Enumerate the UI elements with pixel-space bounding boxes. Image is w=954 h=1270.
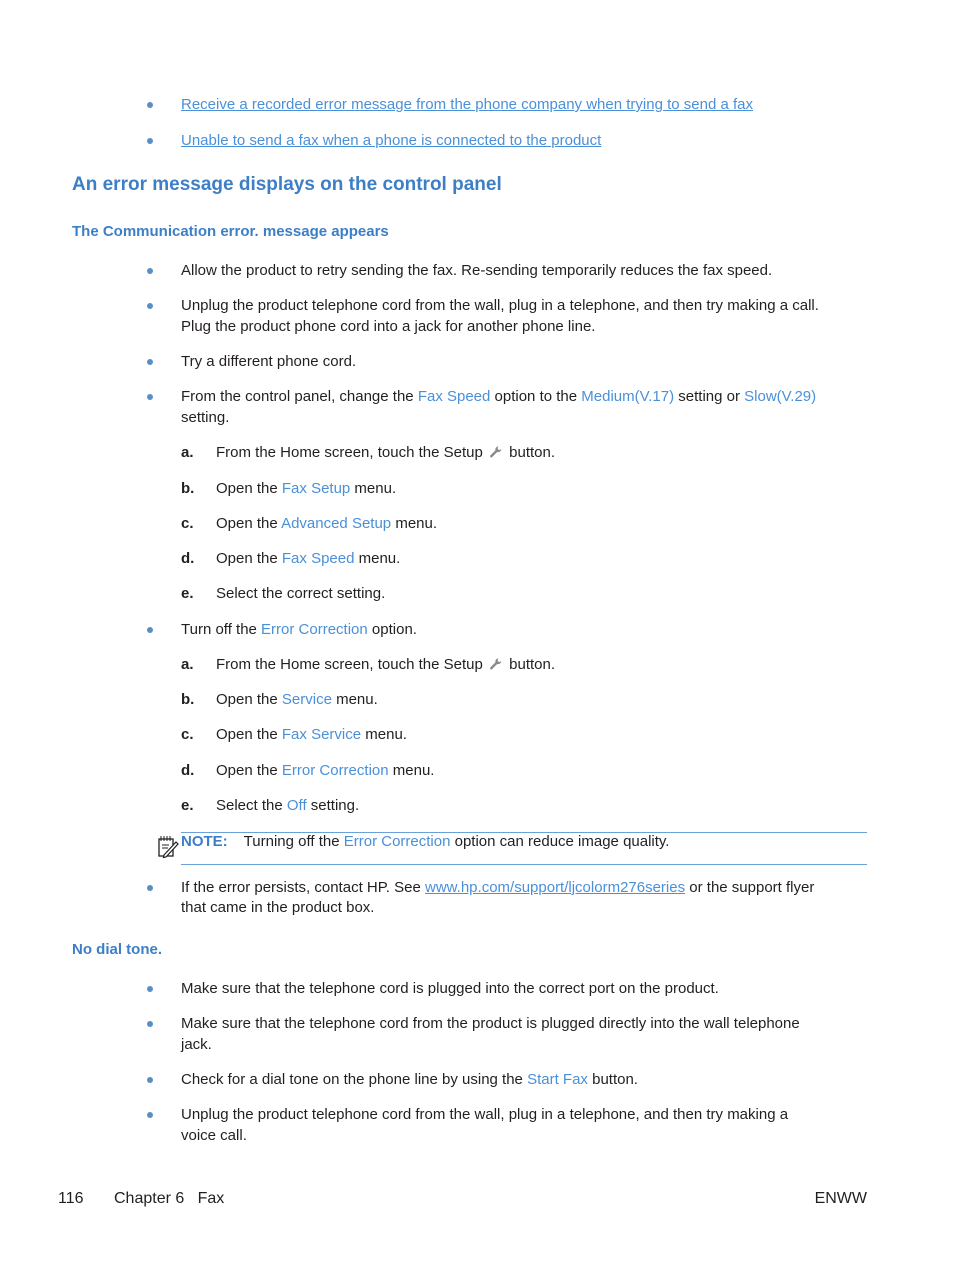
step-text — [216, 724, 407, 745]
bullet — [147, 986, 153, 992]
ui-term-off: Off — [286, 797, 307, 814]
footer-code: ENWW — [814, 1190, 867, 1207]
section-heading: An error message displays on the control panel — [72, 174, 502, 195]
ui-term-service: Service — [281, 691, 332, 708]
link-hp-support[interactable]: www.hp.com/support/ljcolorm276series — [425, 879, 686, 896]
bullet — [147, 102, 153, 108]
ui-term-medium: Medium(V.17) — [581, 388, 675, 405]
step-letter: b. — [181, 480, 195, 497]
text: Open the — [216, 691, 282, 708]
text: setting or — [674, 388, 745, 405]
text: menu. — [331, 691, 378, 708]
list-item-continuation: voice call. — [181, 1127, 247, 1144]
ui-term-advanced-setup: Advanced Setup — [281, 515, 392, 532]
list-item-fax-speed — [181, 386, 816, 407]
note-bottom-rule — [181, 864, 867, 865]
bullet — [147, 138, 153, 144]
step-text — [216, 689, 378, 710]
step-text: Select the correct setting. — [216, 585, 386, 602]
text: Turning off the — [243, 833, 344, 850]
text: button. — [587, 1071, 638, 1088]
bullet — [147, 394, 153, 400]
ui-term-fax-setup: Fax Setup — [281, 480, 351, 497]
bullet — [147, 1077, 153, 1083]
list-item-contact-hp — [181, 877, 814, 898]
text: Open the — [216, 480, 282, 497]
chapter-label: Chapter 6 Fax — [114, 1190, 225, 1207]
text: menu. — [350, 480, 397, 497]
ui-term-fax-speed: Fax Speed — [417, 388, 491, 405]
bullet — [147, 1112, 153, 1118]
ui-term-fax-speed: Fax Speed — [281, 550, 355, 567]
text: or the support flyer — [685, 879, 815, 896]
text: Turn off the — [181, 621, 262, 638]
step-text — [216, 442, 555, 463]
list-item-error-correction — [181, 619, 417, 640]
step-letter: d. — [181, 762, 195, 779]
step-letter: a. — [181, 656, 194, 673]
note-icon — [157, 835, 179, 859]
text: If the error persists, contact HP. See — [181, 879, 425, 896]
list-item: Allow the product to retry sending the fax. Re-sending temporarily reduces the fax speed. — [181, 262, 773, 279]
bullet — [147, 303, 153, 309]
list-item-continuation: Plug the product phone cord into a jack for another phone line. — [181, 318, 596, 335]
bullet — [147, 268, 153, 274]
step-letter: a. — [181, 444, 194, 461]
list-item: Unplug the product telephone cord from the wall, plug in a telephone, and then try making a call. — [181, 297, 819, 314]
text: button. — [504, 444, 556, 461]
bullet — [147, 359, 153, 365]
text: From the Home screen, touch the Setup — [216, 444, 487, 461]
note — [181, 831, 669, 852]
text: button. — [504, 656, 556, 673]
list-item: Make sure that the telephone cord is plugged into the correct port on the product. — [181, 980, 719, 997]
ui-term-slow: Slow(V.29) — [744, 388, 817, 405]
step-letter: c. — [181, 515, 194, 532]
text: Open the — [216, 515, 282, 532]
text: menu. — [388, 762, 435, 779]
ui-term-start-fax: Start Fax — [527, 1071, 588, 1088]
text: Check for a dial tone on the phone line by using the — [181, 1071, 528, 1088]
text: menu. — [391, 515, 438, 532]
step-text — [216, 513, 437, 534]
list-item-continuation: that came in the product box. — [181, 899, 375, 916]
subsection-heading-no-dial-tone: No dial tone. — [72, 941, 162, 958]
step-text — [216, 478, 396, 499]
text: option to the — [490, 388, 582, 405]
step-text — [216, 548, 400, 569]
step-text — [216, 654, 555, 675]
list-item-start-fax — [181, 1069, 638, 1090]
text: Select the — [216, 797, 287, 814]
text: menu. — [361, 726, 407, 743]
text: Open the — [216, 726, 282, 743]
page-number: 116 — [58, 1190, 84, 1207]
list-item: Try a different phone cord. — [181, 353, 357, 370]
text: option. — [367, 621, 417, 638]
ui-term-error-correction: Error Correction — [281, 762, 389, 779]
bullet — [147, 885, 153, 891]
note-label: NOTE: — [181, 833, 228, 850]
step-text — [216, 760, 434, 781]
text: From the control panel, change the — [181, 388, 418, 405]
text: menu. — [354, 550, 401, 567]
step-text — [216, 795, 359, 816]
text: From the Home screen, touch the Setup — [216, 656, 487, 673]
text: setting. — [306, 797, 360, 814]
step-letter: e. — [181, 797, 194, 814]
wrench-icon — [489, 445, 503, 459]
step-letter: e. — [181, 585, 194, 602]
step-letter: b. — [181, 691, 195, 708]
link-recorded-error-message[interactable]: Receive a recorded error message from the phone company when trying to send a fax — [181, 96, 753, 113]
text: option can reduce image quality. — [450, 833, 670, 850]
subsection-heading-communication-error: The Communication error. message appears — [72, 223, 389, 240]
text: Open the — [216, 550, 282, 567]
list-item: Unplug the product telephone cord from the wall, plug in a telephone, and then try making a — [181, 1106, 789, 1123]
text: Open the — [216, 762, 282, 779]
ui-term-error-correction: Error Correction — [343, 833, 451, 850]
step-letter: c. — [181, 726, 194, 743]
bullet — [147, 1021, 153, 1027]
list-item: Make sure that the telephone cord from the product is plugged directly into the wall telephone — [181, 1015, 800, 1032]
ui-term-error-correction: Error Correction — [261, 621, 368, 638]
bullet — [147, 627, 153, 633]
ui-term-fax-service: Fax Service — [281, 726, 362, 743]
list-item-continuation: jack. — [181, 1036, 212, 1053]
step-letter: d. — [181, 550, 195, 567]
list-item-continuation: setting. — [181, 409, 230, 426]
wrench-icon — [489, 657, 503, 671]
link-unable-to-send-fax[interactable]: Unable to send a fax when a phone is connected to the product — [181, 132, 602, 149]
